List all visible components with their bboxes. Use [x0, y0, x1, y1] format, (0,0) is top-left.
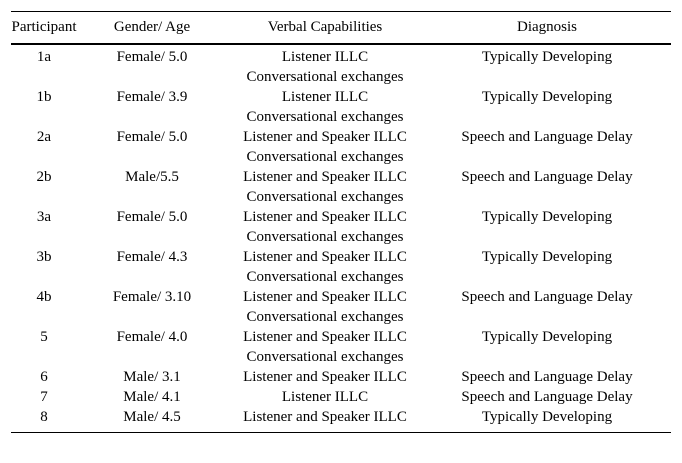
verbal-capability-line: Conversational exchanges: [246, 229, 404, 245]
cell-participant: 8: [40, 409, 48, 425]
verbal-capability-line: Listener ILLC: [281, 89, 369, 105]
cell-diagnosis: Typically Developing: [481, 249, 613, 265]
cell-verbal-capabilities: [227, 247, 423, 287]
verbal-capability-line: Conversational exchanges: [246, 109, 404, 125]
cell-verbal-capabilities: [227, 407, 423, 433]
table-row: [11, 167, 671, 207]
cell-gender-age: Female/ 5.0: [116, 49, 188, 65]
table-row: [11, 44, 671, 87]
cell-participant: 5: [40, 329, 48, 345]
cell-gender-age: Female/ 4.0: [116, 329, 188, 345]
verbal-capability-line: Listener and Speaker ILLC: [243, 409, 407, 425]
cell-verbal-capabilities: [227, 207, 423, 247]
cell-diagnosis: Speech and Language Delay: [461, 169, 633, 185]
header-participant: Participant: [11, 19, 77, 35]
cell-participant: 2a: [36, 129, 52, 145]
table-row: [11, 367, 671, 387]
table-row: [11, 87, 671, 127]
verbal-capability-line: Conversational exchanges: [246, 269, 404, 285]
cell-participant: 1b: [36, 89, 52, 105]
verbal-capability-line: Listener and Speaker ILLC: [243, 169, 407, 185]
cell-gender-age: Male/ 4.5: [123, 409, 181, 425]
cell-verbal-capabilities: [227, 387, 423, 407]
cell-verbal-capabilities: [227, 167, 423, 207]
cell-participant: 2b: [36, 169, 52, 185]
cell-verbal-capabilities: [227, 327, 423, 367]
cell-diagnosis: Typically Developing: [481, 89, 613, 105]
table-row: [11, 127, 671, 167]
cell-gender-age: Female/ 5.0: [116, 209, 188, 225]
verbal-capability-line: Listener and Speaker ILLC: [243, 209, 407, 225]
table-body: [11, 44, 671, 433]
cell-participant: 3a: [36, 209, 52, 225]
cell-verbal-capabilities: [227, 87, 423, 127]
cell-gender-age: Male/5.5: [125, 169, 179, 185]
cell-verbal-capabilities: [227, 127, 423, 167]
cell-participant: 3b: [36, 249, 52, 265]
verbal-capability-line: Conversational exchanges: [246, 149, 404, 165]
header-verbal-capabilities: Verbal Capabilities: [267, 19, 383, 35]
cell-diagnosis: Typically Developing: [481, 409, 613, 425]
table-row: [11, 387, 671, 407]
verbal-capability-line: Conversational exchanges: [246, 349, 404, 365]
header-row: [11, 12, 671, 45]
cell-verbal-capabilities: [227, 44, 423, 87]
verbal-capability-line: Listener and Speaker ILLC: [243, 289, 407, 305]
verbal-capability-line: Listener and Speaker ILLC: [243, 249, 407, 265]
verbal-capability-line: Listener and Speaker ILLC: [243, 329, 407, 345]
cell-gender-age: Female/ 4.3: [116, 249, 188, 265]
table-row: [11, 327, 671, 367]
cell-diagnosis: Speech and Language Delay: [461, 369, 633, 385]
cell-participant: 7: [40, 389, 48, 405]
verbal-capability-line: Listener ILLC: [281, 389, 369, 405]
table-header: [11, 12, 671, 45]
cell-diagnosis: Speech and Language Delay: [461, 129, 633, 145]
cell-gender-age: Male/ 3.1: [123, 369, 181, 385]
cell-participant: 6: [40, 369, 48, 385]
table-row: [11, 247, 671, 287]
table-row: [11, 287, 671, 327]
cell-gender-age: Female/ 3.10: [112, 289, 192, 305]
cell-verbal-capabilities: [227, 287, 423, 327]
cell-gender-age: Female/ 3.9: [116, 89, 188, 105]
participants-table: [11, 11, 671, 433]
verbal-capability-line: Conversational exchanges: [246, 309, 404, 325]
header-gender-age: Gender/ Age: [113, 19, 191, 35]
cell-participant: 4b: [36, 289, 52, 305]
cell-diagnosis: Typically Developing: [481, 209, 613, 225]
cell-diagnosis: Speech and Language Delay: [461, 389, 633, 405]
participants-table-container: [11, 11, 671, 433]
verbal-capability-line: Conversational exchanges: [246, 69, 404, 85]
cell-diagnosis: Typically Developing: [481, 49, 613, 65]
cell-diagnosis: Speech and Language Delay: [461, 289, 633, 305]
verbal-capability-line: Listener ILLC: [281, 49, 369, 65]
table-row: [11, 407, 671, 433]
verbal-capability-line: Conversational exchanges: [246, 189, 404, 205]
verbal-capability-line: Listener and Speaker ILLC: [243, 369, 407, 385]
header-diagnosis: Diagnosis: [517, 19, 577, 35]
cell-gender-age: Female/ 5.0: [116, 129, 188, 145]
cell-verbal-capabilities: [227, 367, 423, 387]
verbal-capability-line: Listener and Speaker ILLC: [243, 129, 407, 145]
cell-gender-age: Male/ 4.1: [123, 389, 181, 405]
cell-participant: 1a: [36, 49, 52, 65]
cell-diagnosis: Typically Developing: [481, 329, 613, 345]
table-row: [11, 207, 671, 247]
